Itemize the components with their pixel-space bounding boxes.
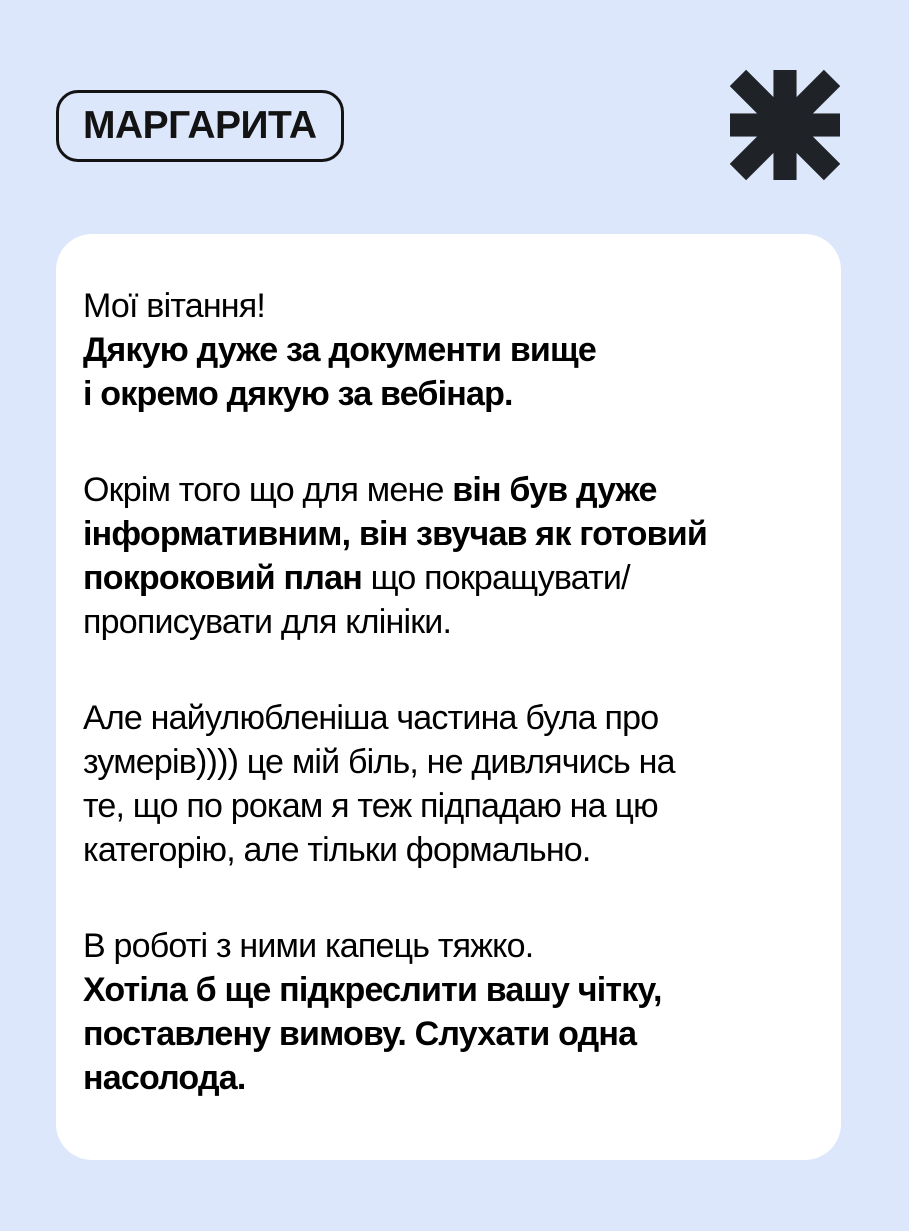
text-segment: він був дуже	[452, 471, 657, 509]
text-segment: насолода.	[83, 1059, 246, 1097]
text-segment: категорію, але тільки формально.	[83, 831, 591, 869]
asterisk-icon	[730, 69, 840, 181]
text-segment: зумерів)))) це мій біль, не дивлячись на	[83, 743, 675, 781]
text-line	[83, 696, 814, 740]
text-segment: і окремо дякую за вебінар.	[83, 375, 513, 413]
text-segment: прописувати для клініки.	[83, 603, 452, 641]
text-segment: Хотіла б ще підкреслити вашу чітку,	[83, 971, 662, 1009]
text-line	[83, 468, 814, 512]
text-segment: Окрім того що для мене	[83, 471, 453, 509]
text-line	[83, 1056, 814, 1100]
testimonial-text	[83, 284, 814, 1100]
text-line	[83, 968, 814, 1012]
text-line	[83, 600, 814, 644]
text-line	[83, 924, 814, 968]
text-line	[83, 784, 814, 828]
testimonial-card	[56, 234, 841, 1160]
paragraph	[83, 468, 814, 644]
paragraph	[83, 696, 814, 872]
paragraph	[83, 284, 814, 416]
text-line	[83, 512, 814, 556]
name-badge	[56, 90, 344, 162]
paragraph	[83, 924, 814, 1100]
name-badge-label: МАРГАРИТА	[83, 104, 317, 147]
text-segment: Мої вітання!	[83, 287, 266, 325]
text-segment: що покращувати/	[361, 559, 630, 597]
text-segment: В роботі з ними капець тяжко.	[83, 927, 534, 965]
text-line	[83, 1012, 814, 1056]
text-line	[83, 328, 814, 372]
text-segment: поставлену вимову. Слухати одна	[83, 1015, 637, 1053]
text-line	[83, 372, 814, 416]
text-line	[83, 828, 814, 872]
text-segment: те, що по рокам я теж підпадаю на цю	[83, 787, 658, 825]
text-line	[83, 740, 814, 784]
text-segment: Але найулюбленіша частина була про	[83, 699, 659, 737]
text-line	[83, 556, 814, 600]
text-segment: інформативним, він звучав як готовий	[83, 515, 707, 553]
text-line	[83, 284, 814, 328]
text-segment: Дякую дуже за документи вище	[83, 331, 597, 369]
text-segment: покроковий план	[83, 559, 362, 597]
